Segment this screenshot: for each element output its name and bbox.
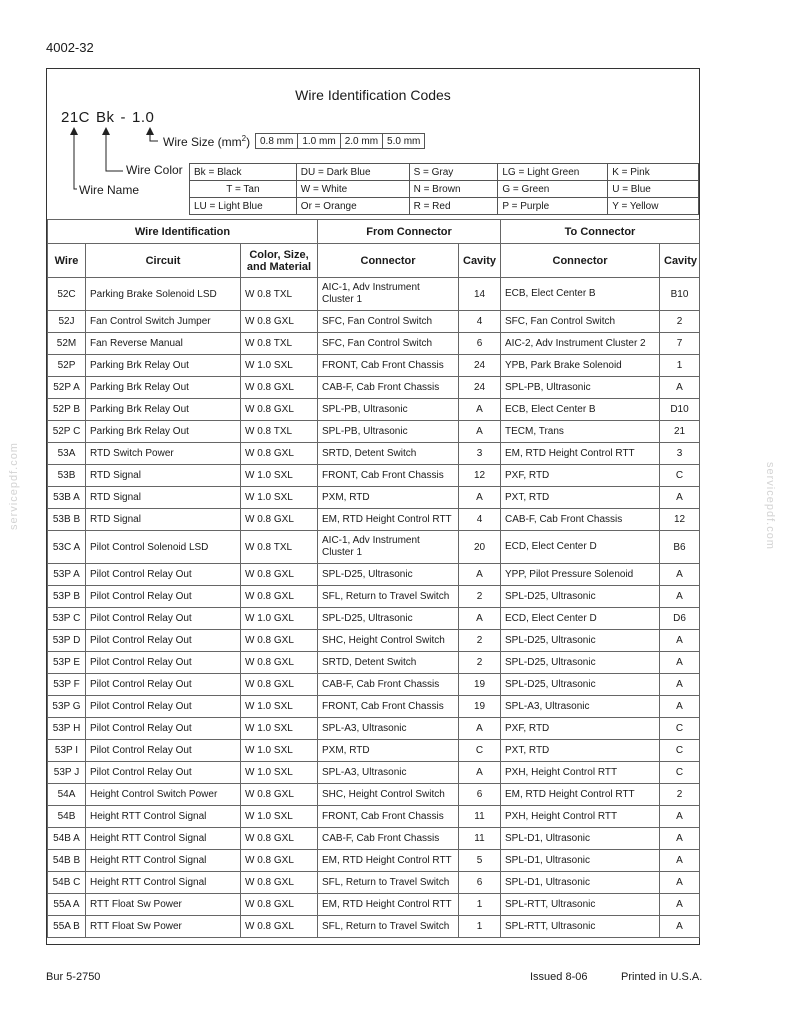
circuit-cell: Pilot Control Relay Out [86, 674, 241, 696]
wire-id-cell: 52C [48, 278, 86, 311]
circuit-cell: Parking Brake Solenoid LSD [86, 278, 241, 311]
table-row [48, 674, 700, 696]
color-size-material-cell: W 0.8 TXL [241, 333, 318, 355]
color-size-material-cell: W 1.0 SXL [241, 465, 318, 487]
from-connector-cell: SHC, Height Control Switch [318, 784, 459, 806]
from-cavity-cell: 19 [459, 674, 501, 696]
circuit-cell: RTD Signal [86, 487, 241, 509]
to-connector-cell: SPL-D25, Ultrasonic [501, 586, 660, 608]
wire-code-legend [47, 69, 699, 219]
wire-name-label: Wire Name [79, 183, 140, 197]
wire-id-cell: 53P J [48, 762, 86, 784]
color-size-material-cell: W 0.8 GXL [241, 652, 318, 674]
wire-id-cell: 55A A [48, 894, 86, 916]
color-code-cell: LU = Light Blue [190, 198, 297, 215]
to-cavity-cell: A [660, 828, 700, 850]
to-connector-cell: SPL-D1, Ultrasonic [501, 850, 660, 872]
to-cavity-cell: A [660, 377, 700, 399]
example-wire-name: 21C [61, 109, 91, 126]
circuit-cell: Pilot Control Relay Out [86, 564, 241, 586]
wire-identification-header: Wire Identification [48, 220, 318, 244]
from-connector-cell: SPL-PB, Ultrasonic [318, 421, 459, 443]
circuit-cell: Height RTT Control Signal [86, 828, 241, 850]
color-code-cell: Bk = Black [190, 164, 297, 181]
to-cavity-cell: 7 [660, 333, 700, 355]
to-connector-cell: PXH, Height Control RTT [501, 806, 660, 828]
to-connector-cell: SPL-RTT, Ultrasonic [501, 894, 660, 916]
circuit-cell: Height Control Switch Power [86, 784, 241, 806]
from-cavity-cell: 1 [459, 916, 501, 938]
from-cavity-cell: 20 [459, 531, 501, 564]
wire-id-cell: 53P A [48, 564, 86, 586]
wire-id-cell: 53P F [48, 674, 86, 696]
to-cavity-cell: A [660, 630, 700, 652]
wire-size-cell: 5.0 mm [383, 134, 425, 149]
color-size-material-cell: W 0.8 GXL [241, 784, 318, 806]
to-cavity-cell: 1 [660, 355, 700, 377]
wire-table-body [48, 278, 700, 938]
circuit-cell: Fan Reverse Manual [86, 333, 241, 355]
from-connector-cell: SFC, Fan Control Switch [318, 333, 459, 355]
wire-id-cell: 54A [48, 784, 86, 806]
from-connector-cell: SPL-PB, Ultrasonic [318, 399, 459, 421]
from-connector-cell: SRTD, Detent Switch [318, 652, 459, 674]
color-size-material-cell: W 1.0 SXL [241, 487, 318, 509]
circuit-cell: Fan Control Switch Jumper [86, 311, 241, 333]
to-connector-cell: YPP, Pilot Pressure Solenoid [501, 564, 660, 586]
wire-column-header: Wire [48, 244, 86, 278]
table-row [48, 355, 700, 377]
color-size-material-cell: W 1.0 SXL [241, 355, 318, 377]
wire-id-cell: 53C A [48, 531, 86, 564]
color-size-material-cell: W 0.8 GXL [241, 311, 318, 333]
from-connector-cell: SFL, Return to Travel Switch [318, 916, 459, 938]
color-size-material-cell: W 0.8 GXL [241, 564, 318, 586]
wire-id-cell: 52P [48, 355, 86, 377]
circuit-cell: Height RTT Control Signal [86, 850, 241, 872]
from-cavity-cell: A [459, 762, 501, 784]
from-cavity-cell: 11 [459, 806, 501, 828]
table-row [48, 531, 700, 564]
color-code-cell: S = Gray [409, 164, 498, 181]
from-cavity-cell: 5 [459, 850, 501, 872]
table-row [48, 850, 700, 872]
from-connector-cell: FRONT, Cab Front Chassis [318, 696, 459, 718]
circuit-cell: Parking Brk Relay Out [86, 355, 241, 377]
color-code-cell: DU = Dark Blue [296, 164, 409, 181]
color-code-cell: T = Tan [190, 181, 297, 198]
circuit-cell: Pilot Control Relay Out [86, 630, 241, 652]
to-connector-column-header: Connector [501, 244, 660, 278]
table-row [48, 652, 700, 674]
color-size-material-cell: W 0.8 GXL [241, 916, 318, 938]
example-dash: - [120, 109, 127, 126]
circuit-cell: Pilot Control Relay Out [86, 608, 241, 630]
watermark-left: servicepdf.com [8, 442, 20, 530]
from-connector-cell: SPL-D25, Ultrasonic [318, 608, 459, 630]
wire-id-cell: 52J [48, 311, 86, 333]
from-connector-cell: SFL, Return to Travel Switch [318, 872, 459, 894]
table-row [48, 784, 700, 806]
circuit-cell: Pilot Control Relay Out [86, 696, 241, 718]
color-size-material-cell: W 0.8 GXL [241, 630, 318, 652]
footer-doc-number: Bur 5-2750 [46, 971, 101, 983]
wire-id-cell: 53P D [48, 630, 86, 652]
table-row [48, 696, 700, 718]
to-cavity-column-header: Cavity [660, 244, 700, 278]
wire-size-label: Wire Size $(mm^2)$ [163, 134, 251, 149]
color-code-cell: N = Brown [409, 181, 498, 198]
color-size-material-cell: W 0.8 GXL [241, 377, 318, 399]
wire-identification-table [47, 219, 700, 938]
to-connector-cell: EM, RTD Height Control RTT [501, 784, 660, 806]
table-row [48, 443, 700, 465]
legend-title: Wire Identification Codes [295, 87, 451, 103]
table-row [48, 916, 700, 938]
to-cavity-cell: B10 [660, 278, 700, 311]
circuit-cell: Parking Brk Relay Out [86, 421, 241, 443]
wire-id-cell: 54B [48, 806, 86, 828]
wire-id-cell: 53P E [48, 652, 86, 674]
to-cavity-cell: D6 [660, 608, 700, 630]
color-size-material-cell: W 0.8 GXL [241, 443, 318, 465]
from-connector-cell: SPL-D25, Ultrasonic [318, 564, 459, 586]
wire-size-cell: 0.8 mm [256, 134, 298, 149]
circuit-cell: Parking Brk Relay Out [86, 399, 241, 421]
to-connector-cell: PXF, RTD [501, 465, 660, 487]
from-connector-cell: SFL, Return to Travel Switch [318, 586, 459, 608]
from-connector-cell: FRONT, Cab Front Chassis [318, 806, 459, 828]
wire-id-cell: 54B B [48, 850, 86, 872]
color-size-material-cell: W 1.0 SXL [241, 718, 318, 740]
table-row [48, 509, 700, 531]
circuit-cell: RTD Switch Power [86, 443, 241, 465]
to-connector-cell: EM, RTD Height Control RTT [501, 443, 660, 465]
from-cavity-cell: A [459, 487, 501, 509]
wire-id-cell: 52M [48, 333, 86, 355]
table-row [48, 421, 700, 443]
from-connector-cell: CAB-F, Cab Front Chassis [318, 377, 459, 399]
circuit-cell: Pilot Control Relay Out [86, 762, 241, 784]
to-connector-cell: PXT, RTD [501, 487, 660, 509]
from-connector-cell: FRONT, Cab Front Chassis [318, 355, 459, 377]
to-connector-cell: SPL-D1, Ultrasonic [501, 872, 660, 894]
table-row [48, 894, 700, 916]
to-cavity-cell: 2 [660, 784, 700, 806]
to-connector-cell: SPL-D25, Ultrasonic [501, 630, 660, 652]
page-number: 4002-32 [46, 40, 94, 55]
from-cavity-column-header: Cavity [459, 244, 501, 278]
from-cavity-cell: 6 [459, 872, 501, 894]
from-cavity-cell: A [459, 399, 501, 421]
wire-id-cell: 53P H [48, 718, 86, 740]
table-row [48, 377, 700, 399]
from-connector-cell: AIC-1, Adv Instrument Cluster 1 [318, 278, 459, 311]
to-cavity-cell: A [660, 806, 700, 828]
wire-id-cell: 53B B [48, 509, 86, 531]
wire-size-cell: 2.0 mm [340, 134, 382, 149]
to-cavity-cell: 2 [660, 311, 700, 333]
to-connector-cell: SPL-RTT, Ultrasonic [501, 916, 660, 938]
circuit-cell: RTT Float Sw Power [86, 916, 241, 938]
from-cavity-cell: 14 [459, 278, 501, 311]
to-cavity-cell: B6 [660, 531, 700, 564]
color-code-cell: R = Red [409, 198, 498, 215]
to-cavity-cell: C [660, 740, 700, 762]
to-connector-cell: SPL-D25, Ultrasonic [501, 674, 660, 696]
color-size-material-cell: W 1.0 GXL [241, 608, 318, 630]
table-row [48, 564, 700, 586]
wire-id-cell: 53P I [48, 740, 86, 762]
to-connector-cell: SPL-D25, Ultrasonic [501, 652, 660, 674]
from-cavity-cell: 2 [459, 586, 501, 608]
from-cavity-cell: 4 [459, 509, 501, 531]
from-cavity-cell: A [459, 564, 501, 586]
circuit-cell: Pilot Control Relay Out [86, 740, 241, 762]
wire-size-cell: 1.0 mm [298, 134, 340, 149]
wire-id-cell: 53A [48, 443, 86, 465]
document-frame [46, 68, 700, 945]
color-size-material-cell: W 0.8 GXL [241, 850, 318, 872]
color-size-material-cell: W 0.8 GXL [241, 894, 318, 916]
to-cavity-cell: A [660, 564, 700, 586]
to-cavity-cell: 12 [660, 509, 700, 531]
from-cavity-cell: 11 [459, 828, 501, 850]
table-row [48, 608, 700, 630]
wire-id-cell: 53P B [48, 586, 86, 608]
color-size-material-cell: W 0.8 GXL [241, 586, 318, 608]
from-cavity-cell: 6 [459, 333, 501, 355]
to-cavity-cell: A [660, 894, 700, 916]
to-connector-cell: TECM, Trans [501, 421, 660, 443]
table-row [48, 311, 700, 333]
wire-id-cell: 52P C [48, 421, 86, 443]
table-row [48, 872, 700, 894]
from-connector-cell: SPL-A3, Ultrasonic [318, 718, 459, 740]
wire-id-cell: 52P A [48, 377, 86, 399]
wire-id-cell: 53P C [48, 608, 86, 630]
to-cavity-cell: A [660, 872, 700, 894]
from-cavity-cell: C [459, 740, 501, 762]
color-size-material-cell: W 0.8 GXL [241, 509, 318, 531]
from-cavity-cell: 2 [459, 630, 501, 652]
circuit-cell: Height RTT Control Signal [86, 806, 241, 828]
color-code-cell: P = Purple [498, 198, 608, 215]
from-connector-cell: CAB-F, Cab Front Chassis [318, 674, 459, 696]
to-connector-cell: CAB-F, Cab Front Chassis [501, 509, 660, 531]
from-cavity-cell: 4 [459, 311, 501, 333]
circuit-cell: Parking Brk Relay Out [86, 377, 241, 399]
to-connector-cell: ECB, Elect Center B [501, 278, 660, 311]
to-connector-cell: ECD, Elect Center D [501, 608, 660, 630]
to-cavity-cell: A [660, 674, 700, 696]
table-row [48, 740, 700, 762]
to-connector-cell: SFC, Fan Control Switch [501, 311, 660, 333]
to-connector-header: To Connector [501, 220, 700, 244]
from-connector-cell: PXM, RTD [318, 487, 459, 509]
from-connector-header: From Connector [318, 220, 501, 244]
circuit-cell: Pilot Control Relay Out [86, 652, 241, 674]
circuit-cell: Pilot Control Solenoid LSD [86, 531, 241, 564]
table-row [48, 586, 700, 608]
color-size-material-cell: W 1.0 SXL [241, 696, 318, 718]
to-connector-cell: SPL-A3, Ultrasonic [501, 696, 660, 718]
table-row [48, 333, 700, 355]
color-size-material-cell: W 0.8 GXL [241, 399, 318, 421]
from-connector-cell: FRONT, Cab Front Chassis [318, 465, 459, 487]
circuit-cell: Pilot Control Relay Out [86, 586, 241, 608]
to-cavity-cell: 21 [660, 421, 700, 443]
footer-printed: Printed in U.S.A. [621, 971, 703, 983]
to-cavity-cell: D10 [660, 399, 700, 421]
from-connector-column-header: Connector [318, 244, 459, 278]
to-cavity-cell: C [660, 465, 700, 487]
circuit-cell: RTT Float Sw Power [86, 894, 241, 916]
from-connector-cell: PXM, RTD [318, 740, 459, 762]
footer-issued: Issued 8-06 [530, 971, 588, 983]
wire-id-cell: 53P G [48, 696, 86, 718]
from-cavity-cell: A [459, 608, 501, 630]
color-size-material-cell: W 1.0 SXL [241, 762, 318, 784]
wire-size-table [255, 133, 425, 149]
table-row [48, 465, 700, 487]
table-row [48, 278, 700, 311]
table-row [48, 718, 700, 740]
from-cavity-cell: 6 [459, 784, 501, 806]
to-cavity-cell: A [660, 916, 700, 938]
table-row [48, 828, 700, 850]
color-size-material-cell: W 0.8 GXL [241, 674, 318, 696]
from-cavity-cell: 3 [459, 443, 501, 465]
table-row [48, 762, 700, 784]
to-cavity-cell: A [660, 696, 700, 718]
wire-color-label: Wire Color [126, 163, 183, 177]
to-connector-cell: ECB, Elect Center B [501, 399, 660, 421]
color-code-cell: U = Blue [608, 181, 699, 198]
circuit-cell: RTD Signal [86, 509, 241, 531]
to-cavity-cell: C [660, 762, 700, 784]
from-cavity-cell: 24 [459, 355, 501, 377]
to-connector-cell: PXT, RTD [501, 740, 660, 762]
color-code-cell: G = Green [498, 181, 608, 198]
to-cavity-cell: A [660, 850, 700, 872]
to-cavity-cell: 3 [660, 443, 700, 465]
color-size-material-column-header: Color, Size, and Material [241, 244, 318, 278]
circuit-cell: Height RTT Control Signal [86, 872, 241, 894]
to-cavity-cell: C [660, 718, 700, 740]
to-connector-cell: ECD, Elect Center D [501, 531, 660, 564]
from-connector-cell: CAB-F, Cab Front Chassis [318, 828, 459, 850]
table-row [48, 487, 700, 509]
from-cavity-cell: 1 [459, 894, 501, 916]
from-connector-cell: EM, RTD Height Control RTT [318, 850, 459, 872]
circuit-cell: Pilot Control Relay Out [86, 718, 241, 740]
wire-id-cell: 54B A [48, 828, 86, 850]
from-connector-cell: SFC, Fan Control Switch [318, 311, 459, 333]
from-cavity-cell: A [459, 718, 501, 740]
color-size-material-cell: W 0.8 GXL [241, 828, 318, 850]
from-connector-cell: AIC-1, Adv Instrument Cluster 1 [318, 531, 459, 564]
color-size-material-cell: W 1.0 SXL [241, 740, 318, 762]
color-code-cell: LG = Light Green [498, 164, 608, 181]
table-row [48, 806, 700, 828]
to-cavity-cell: A [660, 487, 700, 509]
color-code-cell: K = Pink [608, 164, 699, 181]
table-row [48, 399, 700, 421]
wire-id-cell: 53B A [48, 487, 86, 509]
to-connector-cell: YPB, Park Brake Solenoid [501, 355, 660, 377]
to-connector-cell: SPL-D1, Ultrasonic [501, 828, 660, 850]
to-connector-cell: SPL-PB, Ultrasonic [501, 377, 660, 399]
wire-id-cell: 55A B [48, 916, 86, 938]
color-code-cell: W = White [296, 181, 409, 198]
to-connector-cell: PXF, RTD [501, 718, 660, 740]
from-cavity-cell: 19 [459, 696, 501, 718]
from-connector-cell: SRTD, Detent Switch [318, 443, 459, 465]
wire-id-cell: 53B [48, 465, 86, 487]
to-cavity-cell: A [660, 586, 700, 608]
to-cavity-cell: A [660, 652, 700, 674]
circuit-cell: RTD Signal [86, 465, 241, 487]
from-cavity-cell: 12 [459, 465, 501, 487]
from-connector-cell: EM, RTD Height Control RTT [318, 894, 459, 916]
color-size-material-cell: W 0.8 TXL [241, 531, 318, 564]
wire-id-cell: 54B C [48, 872, 86, 894]
wire-id-cell: 52P B [48, 399, 86, 421]
color-size-material-cell: W 0.8 TXL [241, 278, 318, 311]
color-code-cell: Or = Orange [296, 198, 409, 215]
circuit-column-header: Circuit [86, 244, 241, 278]
table-row [48, 630, 700, 652]
watermark-right: servicepdf.com [764, 462, 776, 550]
to-connector-cell: AIC-2, Adv Instrument Cluster 2 [501, 333, 660, 355]
from-connector-cell: SHC, Height Control Switch [318, 630, 459, 652]
color-size-material-cell: W 1.0 SXL [241, 806, 318, 828]
color-size-material-cell: W 0.8 GXL [241, 872, 318, 894]
example-wire-size: 1.0 [132, 109, 155, 126]
from-cavity-cell: 24 [459, 377, 501, 399]
example-wire-color: Bk [96, 109, 115, 126]
from-connector-cell: EM, RTD Height Control RTT [318, 509, 459, 531]
color-size-material-cell: W 0.8 TXL [241, 421, 318, 443]
color-code-cell: Y = Yellow [608, 198, 699, 215]
from-connector-cell: SPL-A3, Ultrasonic [318, 762, 459, 784]
wire-color-table [189, 163, 699, 215]
to-connector-cell: PXH, Height Control RTT [501, 762, 660, 784]
from-cavity-cell: A [459, 421, 501, 443]
from-cavity-cell: 2 [459, 652, 501, 674]
